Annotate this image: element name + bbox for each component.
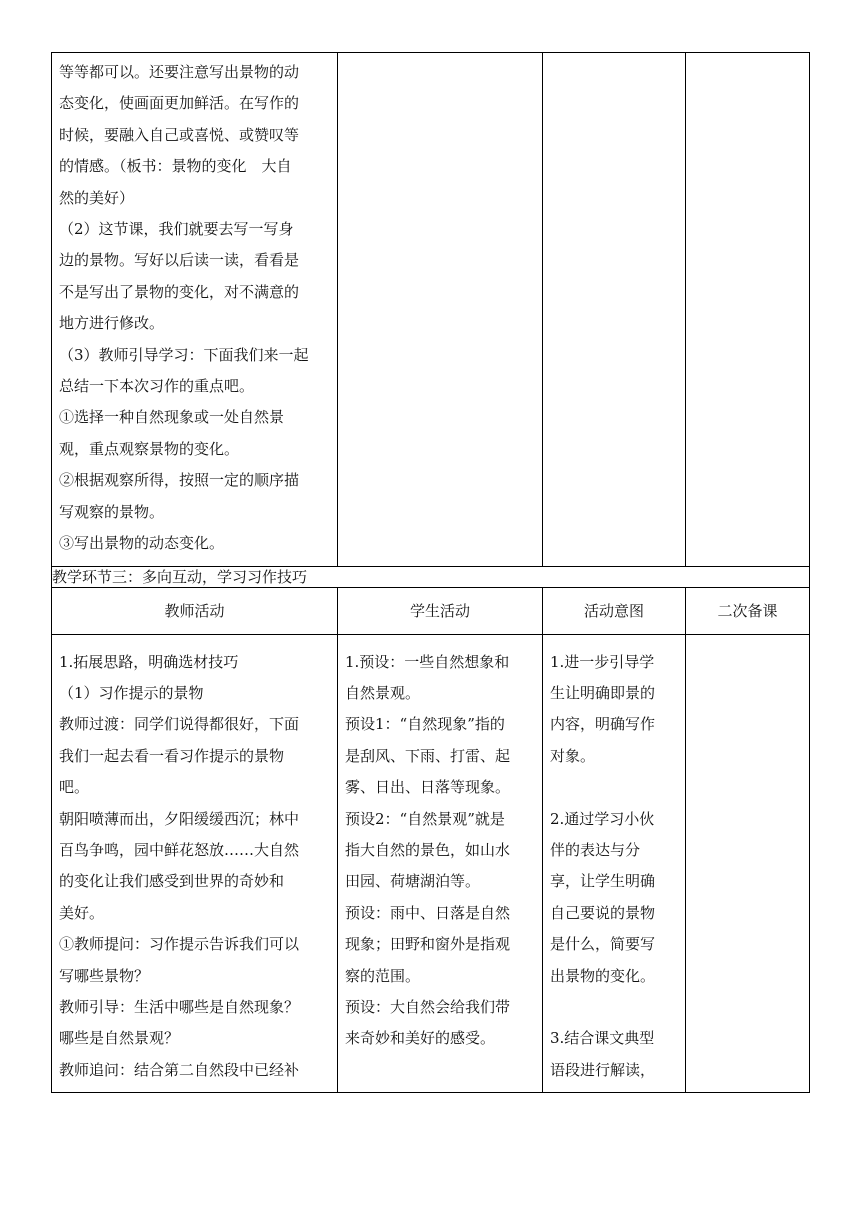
- text-line: 指大自然的景色，如山水: [345, 840, 511, 859]
- text-line: 预设：大自然会给我们带: [345, 997, 511, 1016]
- text-line: 2.通过学习小伙: [550, 809, 655, 828]
- header-teacher-activity: 教师活动: [52, 587, 338, 634]
- section-title: 教学环节三：多向互动，学习习作技巧: [52, 566, 810, 587]
- text-line: ②根据观察所得，按照一定的顺序描: [59, 471, 300, 490]
- text-line: 自己要说的景物: [550, 903, 656, 922]
- teacher-activity-text: [52, 53, 337, 566]
- text-line: 1.预设：一些自然想象和: [345, 652, 510, 671]
- text-line: 总结一下本次习作的重点吧。: [59, 377, 255, 396]
- text-line: 教师引导：生活中哪些是自然现象？: [59, 997, 300, 1016]
- text-line: 自然景观。: [345, 683, 421, 702]
- lesson-plan-table: [51, 52, 810, 1093]
- second-prep-cell: [686, 634, 810, 1093]
- header-row: [52, 587, 810, 634]
- text-line: 观，重点观察景物的变化。: [59, 439, 240, 458]
- teacher-activity-cell: [52, 53, 338, 567]
- student-activity-text: [338, 635, 542, 1061]
- header-student-activity: 学生活动: [338, 587, 543, 634]
- teacher-activity-cell: [52, 634, 338, 1093]
- text-line: 1.拓展思路，明确选材技巧: [59, 652, 239, 671]
- text-line: 对象。: [550, 746, 596, 765]
- text-line: 预设2：“自然景观”就是: [345, 809, 505, 828]
- text-line: 地方进行修改。: [59, 314, 165, 333]
- text-line: ①教师提问：习作提示告诉我们可以: [59, 935, 300, 954]
- text-line: 写观察的景物。: [59, 502, 165, 521]
- text-line: [550, 772, 678, 803]
- text-line: 教师过渡：同学们说得都很好，下面: [59, 715, 300, 734]
- text-line: 的变化让我们感受到世界的奇妙和: [59, 872, 285, 891]
- text-line: 雾、日出、日落等现象。: [345, 778, 511, 797]
- text-line: 语段进行解读，: [550, 1060, 656, 1079]
- text-line: 3.结合课文典型: [550, 1029, 655, 1048]
- text-line: 朝阳喷薄而出，夕阳缓缓西沉；林中: [59, 809, 300, 828]
- text-line: （2）这节课，我们就要去写一写身: [59, 220, 294, 239]
- text-line: 不是写出了景物的变化，对不满意的: [59, 282, 300, 301]
- text-line: 态变化，使画面更加鲜活。在写作的: [59, 94, 300, 113]
- text-line: 边的景物。写好以后读一读，看看是: [59, 251, 300, 270]
- text-line: 出景物的变化。: [550, 966, 656, 985]
- text-line: 百鸟争鸣，园中鲜花怒放……大自然: [59, 840, 300, 859]
- text-line: 的情感。（板书：景物的变化 大自: [59, 157, 292, 176]
- continuation-row: [52, 53, 810, 567]
- text-line: 美好。: [59, 903, 105, 922]
- text-line: （3）教师引导学习：下面我们来一起: [59, 345, 309, 364]
- text-line: 田园、荷塘湖泊等。: [345, 872, 481, 891]
- intent-cell: [543, 634, 686, 1093]
- intent-cell: [543, 53, 686, 567]
- text-line: 预设1：“自然现象”指的: [345, 715, 505, 734]
- second-prep-cell: [686, 53, 810, 567]
- text-line: 吧。: [59, 778, 90, 797]
- text-line: 1.进一步引导学: [550, 652, 655, 671]
- teacher-activity-text: [52, 635, 337, 1093]
- header-second-prep: 二次备课: [686, 587, 810, 634]
- text-line: 内容，明确写作: [550, 715, 656, 734]
- text-line: 现象；田野和窗外是指观: [345, 935, 511, 954]
- text-line: 伴的表达与分: [550, 840, 641, 859]
- header-activity-intent: 活动意图: [543, 587, 686, 634]
- text-line: 然的美好）: [59, 188, 135, 207]
- text-line: 时候，要融入自己或喜悦、或赞叹等: [59, 125, 300, 144]
- text-line: 察的范围。: [345, 966, 421, 985]
- text-line: 生让明确即景的: [550, 683, 656, 702]
- text-line: 是刮风、下雨、打雷、起: [345, 746, 511, 765]
- text-line: 来奇妙和美好的感受。: [345, 1029, 496, 1048]
- intent-text: [543, 635, 685, 1093]
- text-line: 等等都可以。还要注意写出景物的动: [59, 63, 300, 81]
- student-activity-cell: [338, 53, 543, 567]
- text-line: 我们一起去看一看习作提示的景物: [59, 746, 285, 765]
- text-line: [550, 992, 678, 1023]
- text-line: 享，让学生明确: [550, 872, 656, 891]
- text-line: 写哪些景物？: [59, 966, 150, 985]
- text-line: ③写出景物的动态变化。: [59, 534, 225, 553]
- text-line: 是什么，简要写: [550, 935, 656, 954]
- text-line: （1）习作提示的景物: [59, 683, 204, 702]
- text-line: 哪些是自然景观？: [59, 1029, 180, 1048]
- text-line: 教师追问：结合第二自然段中已经补: [59, 1060, 300, 1079]
- student-activity-cell: [338, 634, 543, 1093]
- text-line: 预设：雨中、日落是自然: [345, 903, 511, 922]
- content-row: [52, 634, 810, 1093]
- section-row: [52, 566, 810, 587]
- text-line: ①选择一种自然现象或一处自然景: [59, 408, 285, 427]
